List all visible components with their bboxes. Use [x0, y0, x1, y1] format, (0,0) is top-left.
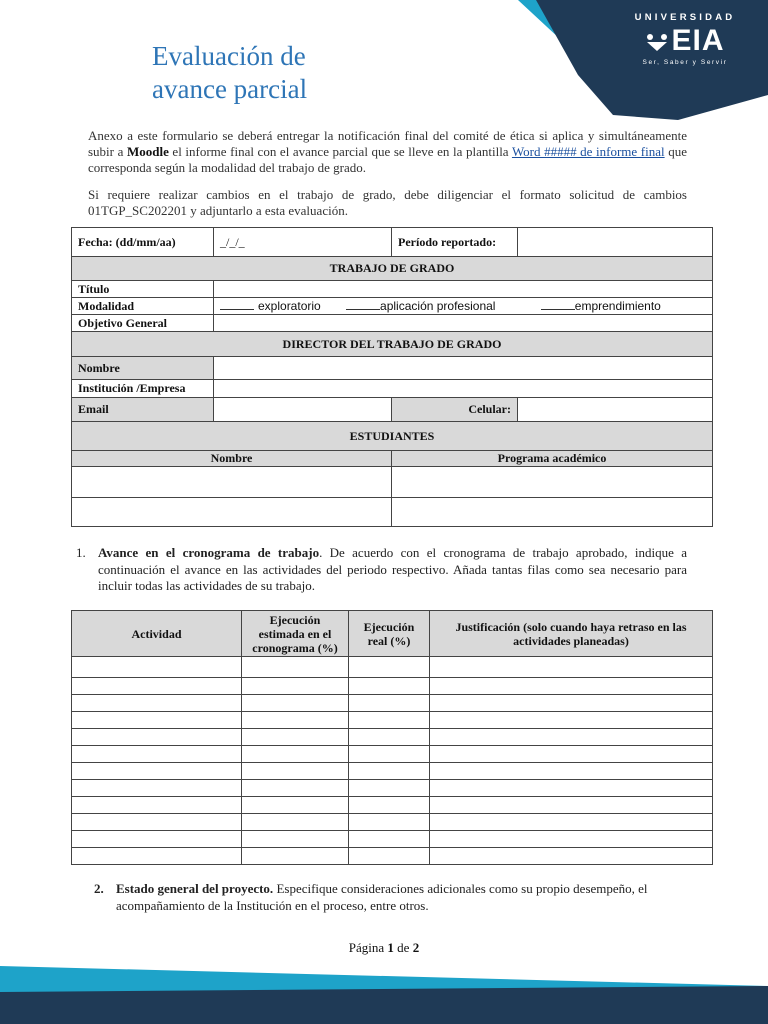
page-mid: de	[393, 940, 413, 955]
justification-cell[interactable]	[430, 848, 713, 865]
institucion-field[interactable]	[214, 380, 713, 398]
real-cell[interactable]	[349, 746, 430, 763]
page-current: 1	[387, 940, 394, 955]
activity-row	[72, 678, 713, 695]
activity-row	[72, 729, 713, 746]
activity-row	[72, 780, 713, 797]
estudiante-1-programa-field[interactable]	[392, 467, 713, 498]
page-total: 2	[412, 940, 420, 955]
estimated-cell[interactable]	[242, 678, 349, 695]
estimated-cell[interactable]	[242, 831, 349, 848]
section-1-body	[98, 545, 687, 595]
footer-brand-band	[0, 958, 768, 1024]
section-1-title: Avance en el cronograma de trabajo	[98, 545, 320, 560]
estudiantes-section-header: ESTUDIANTES	[72, 422, 713, 451]
real-cell[interactable]	[349, 848, 430, 865]
estudiante-2-programa-field[interactable]	[392, 498, 713, 527]
fecha-field[interactable]: _/_/_	[214, 228, 392, 257]
activities-body	[72, 657, 713, 865]
real-cell[interactable]	[349, 712, 430, 729]
estimated-cell[interactable]	[242, 657, 349, 678]
activity-cell[interactable]	[72, 780, 242, 797]
activity-cell[interactable]	[72, 763, 242, 780]
activity-cell[interactable]	[72, 848, 242, 865]
justification-cell[interactable]	[430, 746, 713, 763]
real-cell[interactable]	[349, 695, 430, 712]
modalidad-blank-2[interactable]	[346, 299, 380, 310]
objetivo-field[interactable]	[214, 315, 713, 332]
estimated-col-header: Ejecución estimada en el cronograma (%)	[242, 611, 349, 657]
section-1-number: 1.	[76, 545, 86, 560]
justification-cell[interactable]	[430, 729, 713, 746]
real-cell[interactable]	[349, 831, 430, 848]
page-number	[0, 940, 768, 956]
logo-main-label: EIA	[671, 24, 725, 57]
logo-main-text	[625, 24, 745, 58]
intro-p1-text-b: el informe final con el avance parcial que se lleve en la plantilla	[168, 144, 512, 159]
activity-row	[72, 763, 713, 780]
project-info-table	[71, 227, 713, 527]
template-link[interactable]: Word ##### de informe final	[511, 144, 665, 159]
justification-cell[interactable]	[430, 780, 713, 797]
periodo-label: Período reportado:	[392, 228, 518, 257]
logo-tagline: Ser, Saber y Servir	[642, 59, 728, 66]
justification-cell[interactable]	[430, 763, 713, 780]
logo-top-text: UNIVERSIDAD	[634, 12, 736, 23]
justification-cell[interactable]	[430, 712, 713, 729]
activity-cell[interactable]	[72, 695, 242, 712]
section-2-body	[116, 881, 696, 914]
activity-row	[72, 712, 713, 729]
estimated-cell[interactable]	[242, 746, 349, 763]
logo-mark-icon	[645, 32, 669, 52]
titulo-label: Título	[72, 281, 214, 298]
trabajo-section-header: TRABAJO DE GRADO	[72, 257, 713, 281]
section-1-text: . De acuerdo con el cronograma de trabajo aprobado, indique a continuación el avance en las actividades del periodo respectivo. Añada tantas filas como sea necesario para incluir todas las actividades de su trabajo.	[98, 545, 687, 593]
justification-cell[interactable]	[430, 695, 713, 712]
activity-cell[interactable]	[72, 729, 242, 746]
modalidad-option-1: exploratorio	[258, 299, 321, 313]
activity-cell[interactable]	[72, 657, 242, 678]
activity-row	[72, 814, 713, 831]
email-field[interactable]	[214, 398, 392, 422]
estimated-cell[interactable]	[242, 814, 349, 831]
activity-row	[72, 848, 713, 865]
estudiante-1-nombre-field[interactable]	[72, 467, 392, 498]
director-nombre-label: Nombre	[72, 357, 214, 380]
activity-row	[72, 746, 713, 763]
director-nombre-field[interactable]	[214, 357, 713, 380]
estudiantes-nombre-header: Nombre	[72, 451, 392, 467]
justification-cell[interactable]	[430, 814, 713, 831]
activity-col-header: Actividad	[72, 611, 242, 657]
activity-cell[interactable]	[72, 712, 242, 729]
section-2-text: Especifique consideraciones adicionales como su propio desempeño, el acompañamiento de la Institución en el proceso, entre otros.	[116, 881, 648, 913]
activity-cell[interactable]	[72, 797, 242, 814]
intro-paragraph-1	[88, 128, 687, 176]
modalidad-option-3: emprendimiento	[574, 299, 661, 313]
activity-cell[interactable]	[72, 678, 242, 695]
modalidad-option-2: aplicación profesional	[380, 299, 496, 313]
estimated-cell[interactable]	[242, 695, 349, 712]
estudiante-2-nombre-field[interactable]	[72, 498, 392, 527]
activity-cell[interactable]	[72, 746, 242, 763]
section-2-title: Estado general del proyecto.	[116, 881, 274, 896]
activity-row	[72, 657, 713, 678]
modalidad-options	[214, 298, 713, 315]
celular-label: Celular:	[392, 398, 518, 422]
section-2	[94, 881, 696, 914]
intro-p1-text-c: que corresponda según la modalidad del trabajo de grado.	[88, 144, 687, 175]
intro-p1-bold: Moodle	[126, 144, 169, 159]
estimated-cell[interactable]	[242, 712, 349, 729]
real-cell[interactable]	[349, 814, 430, 831]
justification-cell[interactable]	[430, 678, 713, 695]
activity-cell[interactable]	[72, 831, 242, 848]
real-cell[interactable]	[349, 657, 430, 678]
justification-cell[interactable]	[430, 831, 713, 848]
activity-row	[72, 695, 713, 712]
real-cell[interactable]	[349, 763, 430, 780]
titulo-field[interactable]	[214, 281, 713, 298]
real-cell[interactable]	[349, 678, 430, 695]
celular-field[interactable]	[518, 398, 713, 422]
estimated-cell[interactable]	[242, 797, 349, 814]
estudiantes-programa-header: Programa académico	[392, 451, 713, 467]
justification-cell[interactable]	[430, 797, 713, 814]
real-cell[interactable]	[349, 797, 430, 814]
periodo-field[interactable]	[518, 228, 713, 257]
estimated-cell[interactable]	[242, 780, 349, 797]
activity-row	[72, 797, 713, 814]
intro-p1-text-a: Anexo a este formulario se deberá entregar la notificación final del comité de ética si aplica y simultáneamente subir a	[88, 128, 687, 159]
justification-col-header: Justificación (solo cuando haya retraso en las actividades planeadas)	[430, 611, 713, 657]
estimated-cell[interactable]	[242, 763, 349, 780]
university-logo	[625, 12, 745, 66]
estimated-cell[interactable]	[242, 848, 349, 865]
activity-cell[interactable]	[72, 814, 242, 831]
objetivo-label: Objetivo General	[72, 315, 214, 332]
page-prefix: Página	[348, 940, 388, 955]
institucion-label: Institución /Empresa	[72, 380, 214, 398]
modalidad-blank-1[interactable]	[220, 299, 254, 310]
real-cell[interactable]	[349, 780, 430, 797]
real-cell[interactable]	[349, 729, 430, 746]
estimated-cell[interactable]	[242, 729, 349, 746]
intro-paragraph-2: Si requiere realizar cambios en el trabajo de grado, debe diligenciar el formato solicitud de cambios 01TGP_SC202201 y adjuntarlo a esta evaluación.	[88, 187, 687, 218]
activity-row	[72, 831, 713, 848]
director-section-header: DIRECTOR DEL TRABAJO DE GRADO	[72, 332, 713, 357]
fecha-label: Fecha: (dd/mm/aa)	[72, 228, 214, 257]
real-col-header: Ejecución real (%)	[349, 611, 430, 657]
page-title	[152, 40, 412, 106]
section-1	[76, 545, 687, 595]
page-title-line1: Evaluación de	[152, 41, 306, 71]
section-2-number: 2.	[94, 881, 104, 896]
modalidad-blank-3[interactable]	[541, 299, 575, 310]
page-title-line2: avance parcial	[152, 74, 308, 104]
email-label: Email	[72, 398, 214, 422]
justification-cell[interactable]	[430, 657, 713, 678]
modalidad-label: Modalidad	[72, 298, 214, 315]
activities-table	[71, 610, 713, 865]
